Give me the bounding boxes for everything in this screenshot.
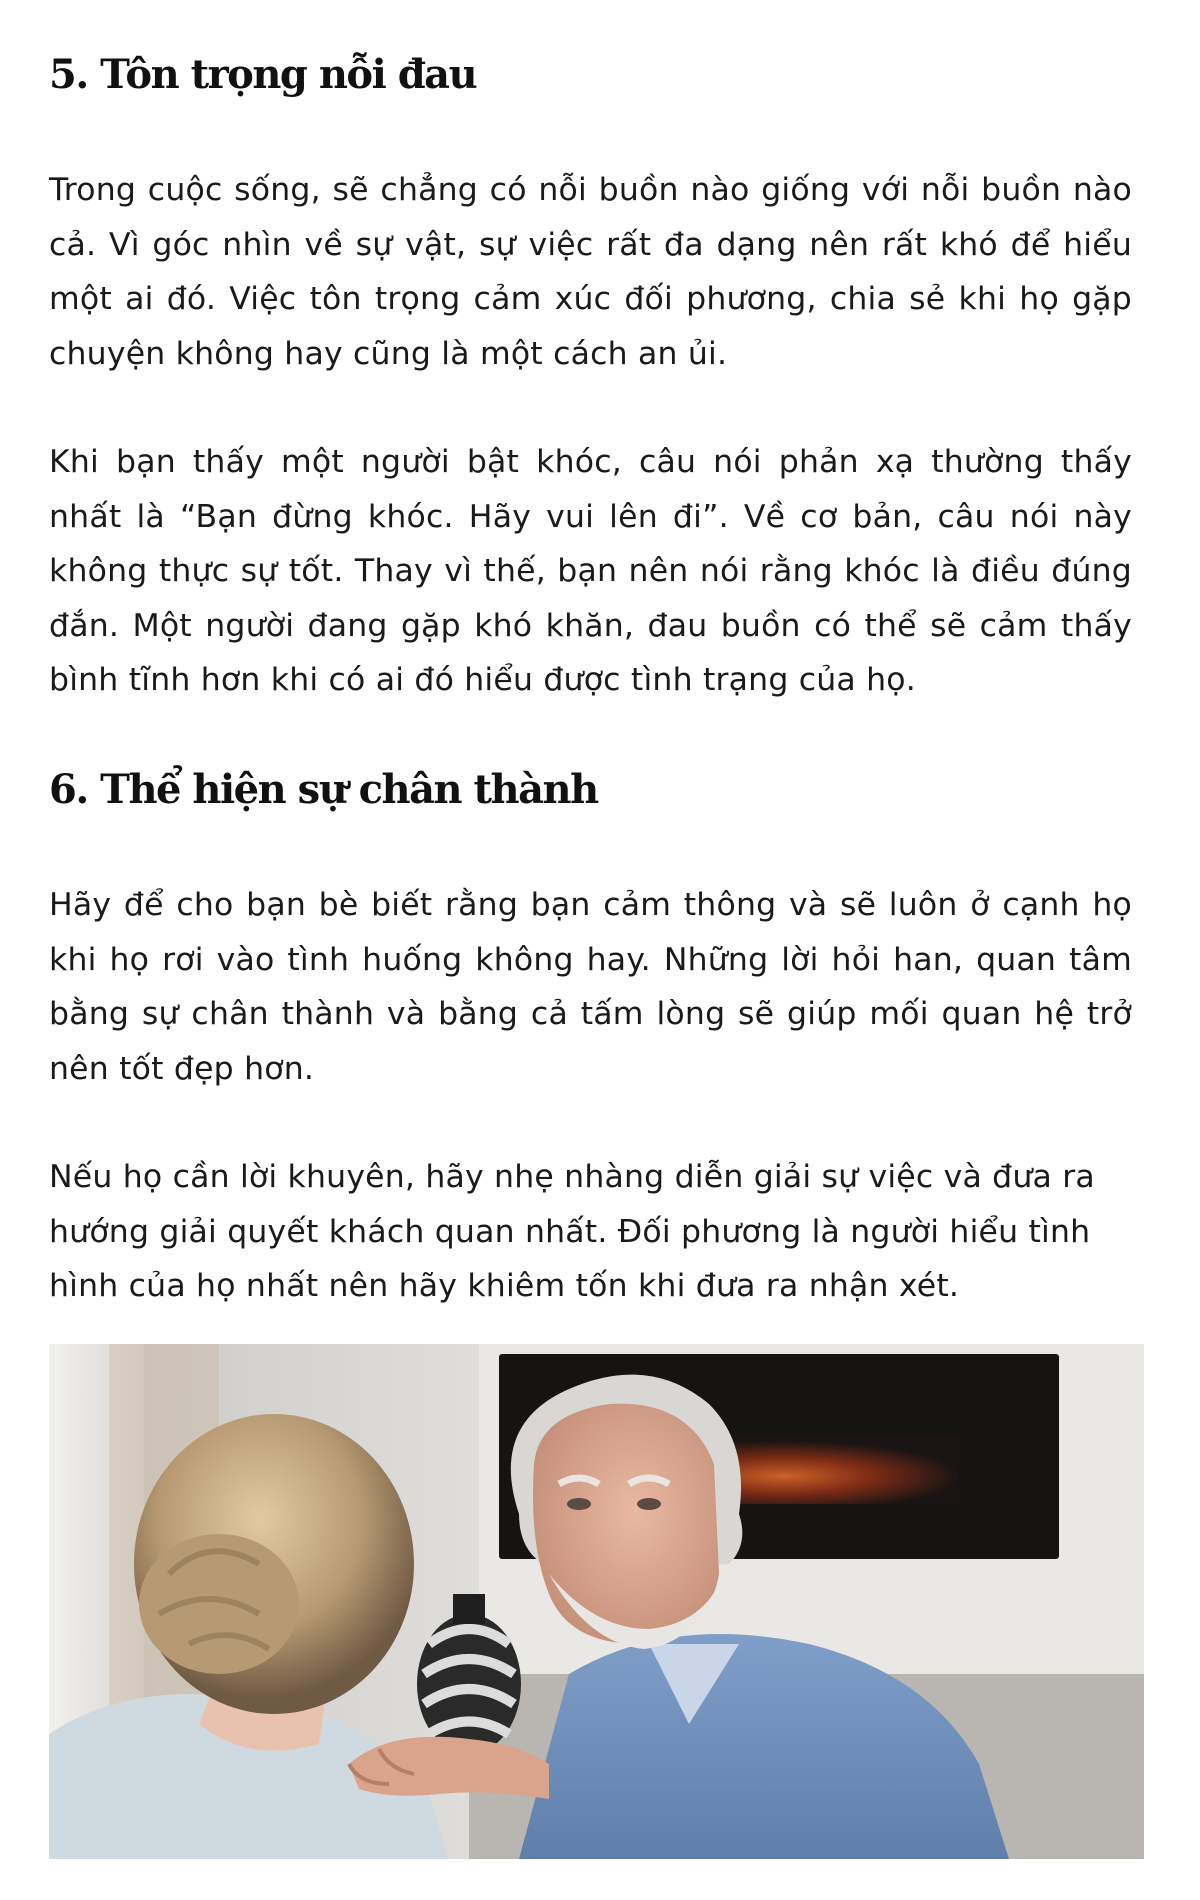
section-heading-show-sincerity: 6. Thể hiện sự chân thành [49,766,598,813]
section-heading-respect-pain: 5. Tôn trọng nỗi đau [49,51,477,98]
paragraph: Trong cuộc sống, sẽ chẳng có nỗi buồn nào giống với nỗi buồn nào cả. Vì góc nhìn về sự vật, sự việc rất đa dạng nên rất khó để hiểu một ai đó. Việc tôn trọng cảm xúc đối phương, chia sẻ khi họ gặp chuyện không hay cũng là một cách an ủi. [49,172,1132,372]
paragraph: Khi bạn thấy một người bật khóc, câu nói phản xạ thường thấy nhất là “Bạn đừng khóc. Hãy vui lên đi”. Về cơ bản, câu nói này không thực sự tốt. Thay vì thế, bạn nên nói rằng khóc là điều đúng đắn. Một người đang gặp khó khăn, đau buồn có thể sẽ cảm thấy bình tĩnh hơn khi có ai đó hiểu được tình trạng của họ. [49,444,1132,698]
paragraph: Nếu họ cần lời khuyên, hãy nhẹ nhàng diễn giải sự việc và đưa ra hướng giải quyết khách quan nhất. Đối phương là người hiểu tình hình của họ nhất nên hãy khiêm tốn khi đưa ra nhận xét. [49,1159,1095,1304]
paragraph: Hãy để cho bạn bè biết rằng bạn cảm thông và sẽ luôn ở cạnh họ khi họ rơi vào tình huống không hay. Những lời hỏi han, quan tâm bằng sự chân thành và bằng cả tấm lòng sẽ giúp mối quan hệ trở nên tốt đẹp hơn. [49,887,1132,1087]
article-photo [49,1344,1144,1859]
